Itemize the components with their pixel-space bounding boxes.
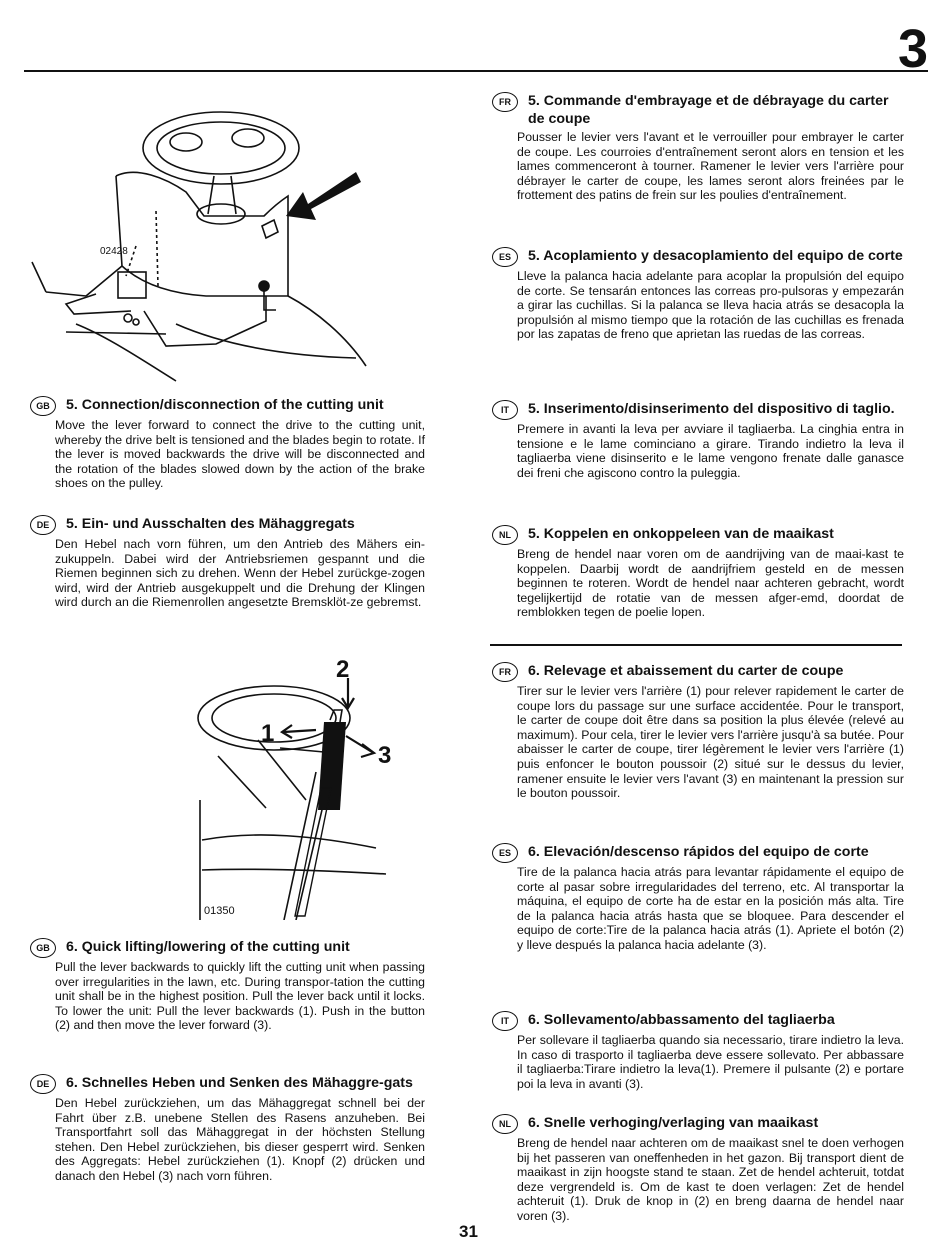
section-body: Den Hebel zurückziehen, um das Mähaggregat schnell bei der Fahrt über z.B. unebene Stellen des Rasens anzuheben. Bei Transportfahrt soll das Mähaggregat in der höchsten Stellung stehen. Den Hebel zurückziehen, bis dieser gesperrt wird. Senken des Aggregats: Hebel zurückziehen (1). Knopf (2) drücken und danach den Hebel (3) nach vorn führen. (55, 1096, 425, 1183)
section-body: Premere in avanti la leva per avviare il tagliaerba. La cinghia entra in tensione e le lame cominciano a girare. Tirando indietro la leva il tagliaerba viene disinserito e le lame vengono frenate dalle ganasce dei freni che agiscono contro la puleggia. (517, 422, 904, 480)
section-nl-6 (492, 1114, 904, 1224)
page-number: 31 (459, 1222, 478, 1241)
section-de-6 (30, 1074, 425, 1184)
figure-lift-lever (196, 656, 436, 920)
section-body: Pousser le levier vers l'avant et le verrouiller pour embrayer le carter de coupe. Les courroies d'entraînement seront alors en tension et les lames commenceront à tourner. Ramener le levier vers l'arrière pour débrayer le carter de coupe, les lames seront alors freinées par le frottement des patins de frein sur les poulies d'entraînement. (517, 130, 904, 203)
lever-grip-icon (318, 722, 346, 810)
section-it-5 (492, 400, 904, 480)
language-badge: FR (492, 662, 518, 682)
figure-code: 01350 (204, 905, 235, 917)
section-body: Tire de la palanca hacia atrás para levantar rápidamente el equipo de corte al pasar sobre irregularidades del terreno, etc. Al transportar la máquina, el equipo de corte ha de estar en la posición más alta. Tire de la palanca hacia atrás hasta que se bloquee. Para descender el equipo de corte:Tire de la palanca hacia atrás (1). Apriete el botón (2) y lleve después la palanca hacia adelante (3). (517, 865, 904, 952)
tractor-dashboard-illustration (26, 96, 386, 386)
section-title: 6. Quick lifting/lowering of the cutting unit (66, 939, 350, 955)
language-badge: DE (30, 515, 56, 535)
language-badge: FR (492, 92, 518, 112)
section-title: 5. Connection/disconnection of the cutting unit (66, 397, 384, 413)
section-title: 6. Elevación/descenso rápidos del equipo de corte (528, 844, 869, 860)
section-es-5 (492, 247, 904, 342)
section-title: 6. Sollevamento/abbassamento del tagliaerba (528, 1012, 835, 1028)
section-title: 5. Acoplamiento y desacoplamiento del equipo de corte (528, 248, 903, 264)
header-rule (24, 70, 928, 72)
language-badge: ES (492, 247, 518, 267)
language-badge: IT (492, 400, 518, 420)
section-body: Per sollevare il tagliaerba quando sia necessario, tirare indietro la leva. In caso di trasporto il tagliaerba deve essere sollevato. Per abbassare il tagliaerba:Tirare indietro la leva(1). Premere il pulsante (2) e portare poi la leva in avanti (3). (517, 1033, 904, 1091)
section-title: 6. Snelle verhoging/verlaging van maaikast (528, 1115, 819, 1131)
section-title: 5. Koppelen en onkoppeleen van de maaikast (528, 526, 834, 542)
section-fr-6 (492, 662, 904, 801)
section-title: 5. Commande d'embrayage et de débrayage du carter de coupe (528, 93, 889, 127)
section-body: Lleve la palanca hacia adelante para acoplar la propulsión del equipo de corte. Se tensarán entonces las correas pro-pulsoras y empezarán a girar las cuchillas. Si la palanca se lleva hacia atrás se desacopla la propulsión al mismo tiempo que la rotación de las cuchillas es frenada por las zapatas de freno que aprietan las ruedas de las correas. (517, 269, 904, 342)
language-badge: DE (30, 1074, 56, 1094)
section-gb-5 (30, 396, 425, 491)
callout-1: 1 (261, 720, 275, 747)
arrow-left-icon (282, 725, 316, 738)
callout-2: 2 (336, 656, 350, 683)
section-de-5 (30, 515, 425, 610)
section-es-6 (492, 843, 904, 953)
section-nl-5 (492, 525, 904, 620)
section-title: 5. Inserimento/disinserimento del dispositivo di taglio. (528, 401, 895, 417)
arrow-right-icon (346, 736, 374, 757)
section-it-6 (492, 1011, 904, 1091)
language-badge: GB (30, 938, 56, 958)
chapter-number: 3 (897, 19, 928, 79)
section-gb-6 (30, 938, 425, 1033)
section-title: 5. Ein- und Ausschalten des Mähaggregats (66, 516, 355, 532)
section-body: Move the lever forward to connect the drive to the cutting unit, whereby the drive belt is tensioned and the blades begin to rotate. If the lever is moved backwards the drive will be disconnected and the rotation of the blades slowed down by the action of the brake shoes on the pulley. (55, 418, 425, 491)
language-badge: GB (30, 396, 56, 416)
steering-wheel-lever-illustration (196, 660, 436, 920)
callout-3: 3 (378, 742, 392, 769)
figure-engage-lever (26, 96, 386, 386)
section-fr-5 (492, 92, 904, 203)
language-badge: IT (492, 1011, 518, 1031)
section-title: 6. Relevage et abaissement du carter de coupe (528, 663, 844, 679)
language-badge: NL (492, 1114, 518, 1134)
language-badge: ES (492, 843, 518, 863)
section-body: Pull the lever backwards to quickly lift the cutting unit when passing over irregularities in the lawn, etc. During transpor-tation the cutting unit shall be in the highest position. Pull the lever back until it locks. To lower the unit: Pull the lever backwards (1). Push in the button (2) and then move the lever forward (3). (55, 960, 425, 1033)
section-body: Den Hebel nach vorn führen, um den Antrieb des Mähers ein-zukuppeln. Dabei wird der Antriebsriemen gespannt und die Riemen beginnen sich zu drehen. Wenn der Hebel zurückge-zogen wird, wird der Antrieb ausgekuppelt und die Drehung der Klingen wird durch an die Riemenrollen angesetzte Bremsklöt-ze gebremst. (55, 537, 425, 610)
section-body: Breng de hendel naar achteren om de maaikast snel te doen verhogen bij het passeren van oneffenheden in het gazon. Bij transport dient de maaikast in zijn hoogste stand te staan. Zet de hendel achteruit, totdat deze vergrendeld is. Om de kast te doen verlagen: Zet de hendel achteruit (1). Druk de knop in (2) en breng daarna de hendel naar voren (3). (517, 1136, 904, 1223)
language-badge: NL (492, 525, 518, 545)
pointer-arrow-icon (286, 172, 361, 220)
section-divider (490, 644, 902, 646)
section-body: Breng de hendel naar voren om de aandrijving van de maai-kast te koppelen. Daarbij wordt de aandrijfriem gesteld en de messen beginnen te roteren. Wordt de hendel naar achteren gebracht, wordt tegelijkertijd de rotatie van de messen afger-emd, doordat de remblokken tegen de poelie lopen. (517, 547, 904, 620)
figure-code: 02428 (100, 246, 128, 257)
section-body: Tirer sur le levier vers l'arrière (1) pour relever rapidement le carter de coupe lors du passage sur une surface accidentée. Pour le transport, le carter de coupe doit être dans sa position la plus élevée (relevé au maximum). Pour cela, tirer le levier vers l'arrière jusqu'à sa butée. Pour abaisser le carter de coupe, tirer légèrement le levier vers l'arrière (1) puis enfoncer le bouton poussoir (2) situé sur le dessus du levier, ramener ensuite le levier vers l'avant (3) en maintenant la pression sur le bouton poussoir. (517, 684, 904, 801)
section-title: 6. Schnelles Heben und Senken des Mähaggre-gats (66, 1075, 413, 1091)
